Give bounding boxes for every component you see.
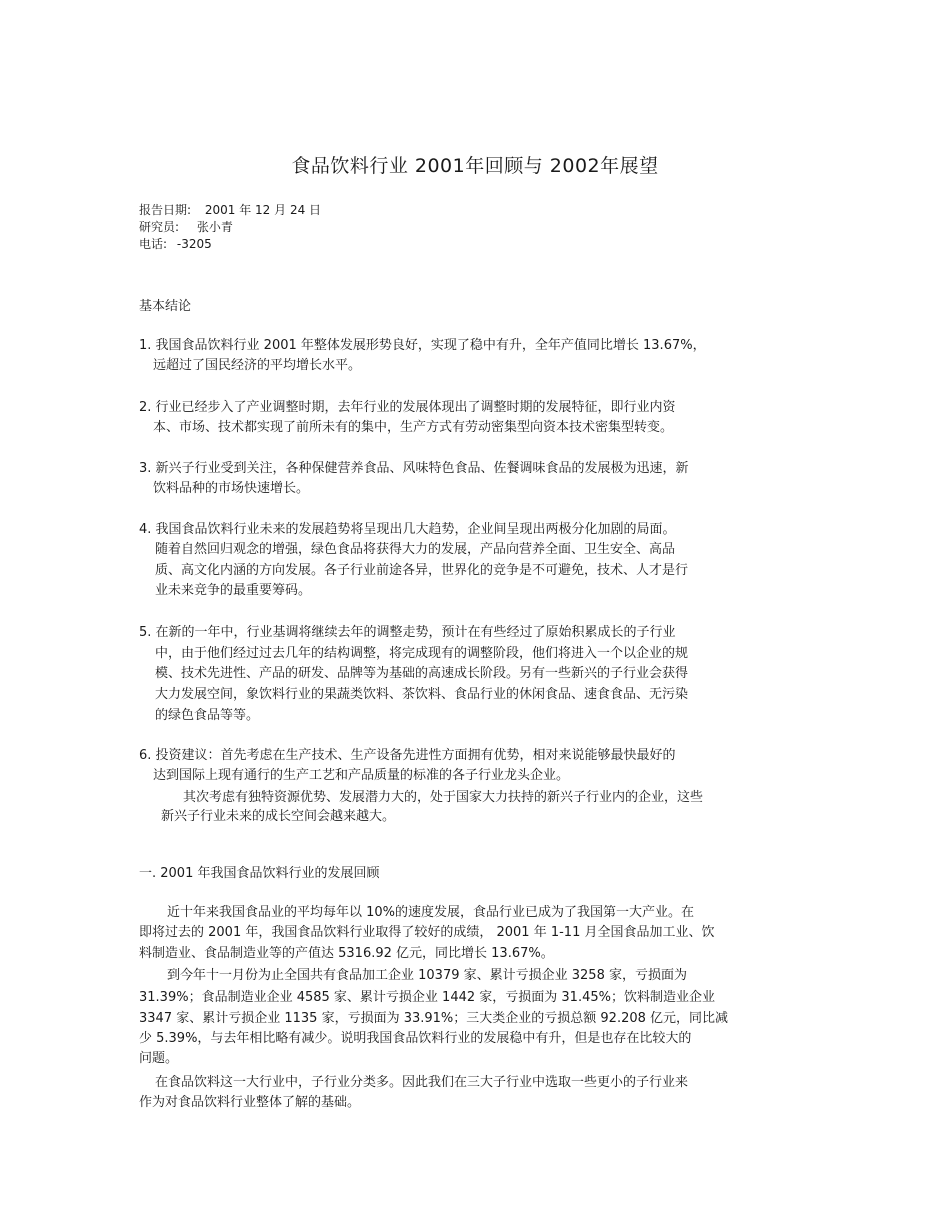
point-5-line-1: 5. 在新的一年中，行业基调将继续去年的调整走势，预计在有些经过了原始积累成长的子行业: [139, 625, 676, 640]
body-line-10: 作为对食品饮料行业整体了解的基础。: [139, 1095, 361, 1110]
point-1-line-1: 1. 我国食品饮料行业 2001 年整体发展形势良好，实现了稳中有升，全年产值同比增长 13.67%，: [139, 338, 706, 353]
point-6-line-1: 6. 投资建议：首先考虑在生产技术、生产设备先进性方面拥有优势，相对来说能够最快最好的: [139, 748, 676, 763]
point-4-line-3: 质、高文化内涵的方向发展。各子行业前途各异，世界化的竞争是不可避免，技术、人才是行: [155, 563, 689, 578]
point-5-line-3: 模、技术先进性、产品的研发、品牌等为基础的高速成长阶段。另有一些新兴的子行业会获得: [155, 666, 689, 681]
point-4-line-2: 随着自然回归观念的增强，绿色食品将获得大力的发展，产品向营养全面、卫生安全、高品: [155, 542, 676, 557]
body-line-3: 料制造业、食品制造业等的产值达 5316.92 亿元，同比增长 13.67%。: [139, 946, 554, 961]
point-4-line-1: 4. 我国食品饮料行业未来的发展趋势将呈现出几大趋势，企业间呈现出两极分化加剧的局面。: [139, 522, 676, 537]
section-1-heading: 一. 2001 年我国食品饮料行业的发展回顾: [139, 866, 380, 881]
body-line-7: 少 5.39%，与去年相比略有减少。说明我国食品饮料行业的发展稳中有升，但是也存在比较大的: [139, 1031, 692, 1046]
analyst-value: 张小青: [196, 220, 233, 234]
point-2-line-1: 2. 行业已经步入了产业调整时期，去年行业的发展体现出了调整时期的发展特征，即行业内资: [139, 400, 676, 415]
body-line-5: 31.39%；食品制造业企业 4585 家、累计亏损企业 1442 家，亏损面为 31.45%；饮料制造业企业: [139, 990, 715, 1005]
body-line-1: 近十年来我国食品业的平均每年以 10%的速度发展，食品行业已成为了我国第一大产业。在: [167, 905, 695, 920]
point-1-line-2: 远超过了国民经济的平均增长水平。: [153, 358, 362, 373]
point-6-line-2: 达到国际上现有通行的生产工艺和产品质量的标准的各子行业龙头企业。: [153, 768, 570, 783]
phone-line: [139, 236, 212, 253]
point-5-line-5: 的绿色食品等等。: [155, 708, 260, 723]
report-date-label: 报告日期:: [139, 203, 192, 217]
document-title: 食品饮料行业 2001年回顾与 2002年展望: [291, 155, 659, 177]
body-line-2: 即将过去的 2001 年，我国食品饮料行业取得了较好的成绩， 2001 年 1-11 月全国食品加工业、饮: [139, 925, 715, 940]
analyst-line: [139, 219, 233, 236]
body-line-8: 问题。: [139, 1051, 179, 1066]
point-5-line-4: 大力发展空间，象饮料行业的果蔬类饮料、茶饮料、食品行业的休闲食品、速食食品、无污染: [155, 687, 689, 702]
analyst-label: 研究员:: [139, 220, 180, 234]
point-2-line-2: 本、市场、技术都实现了前所未有的集中，生产方式有劳动密集型向资本技术密集型转变。: [153, 420, 674, 435]
point-5-line-2: 中，由于他们经过过去几年的结构调整，将完成现有的调整阶段，他们将进入一个以企业的规: [155, 646, 689, 661]
point-3-line-1: 3. 新兴子行业受到关注，各种保健营养食品、风味特色食品、佐餐调味食品的发展极为迅速，新: [139, 461, 689, 476]
body-line-9: 在食品饮料这一大行业中，子行业分类多。因此我们在三大子行业中选取一些更小的子行业来: [155, 1075, 689, 1090]
body-line-4: 到今年十一月份为止全国共有食品加工企业 10379 家、累计亏损企业 3258 家，亏损面为: [167, 968, 687, 983]
report-date-line: [139, 202, 321, 219]
conclusion-heading: 基本结论: [139, 299, 192, 314]
point-4-line-4: 业未来竞争的最重要筹码。: [155, 583, 312, 598]
point-3-line-2: 饮料品种的市场快速增长。: [153, 481, 310, 496]
phone-value: -3205: [176, 237, 212, 251]
phone-label: 电话:: [139, 237, 168, 251]
point-6-line-3: 其次考虑有独特资源优势、发展潜力大的，处于国家大力扶持的新兴子行业内的企业，这些: [183, 790, 704, 805]
body-line-6: 3347 家、累计亏损企业 1135 家，亏损面为 33.91%；三大类企业的亏损总额 92.208 亿元，同比减: [139, 1011, 729, 1026]
point-6-line-4: 新兴子行业未来的成长空间会越来越大。: [161, 809, 396, 824]
report-date-value: 2001 年 12 月 24 日: [204, 203, 322, 217]
